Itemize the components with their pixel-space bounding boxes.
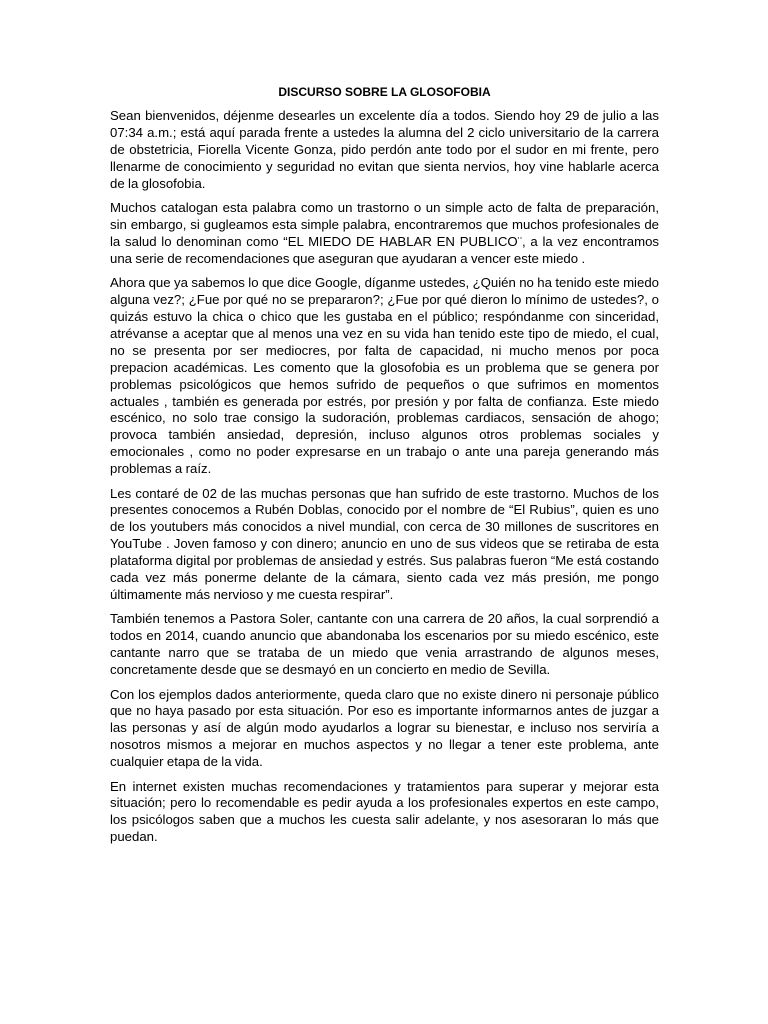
paragraph-intro: Sean bienvenidos, déjenme desearles un excelente día a todos. Siendo hoy 29 de julio a las 07:34 a.m.; está aquí parada frente a ustedes la alumna del 2 ciclo universitario de la carrera de obstetricia, Fiorella Vicente Gonza, pido perdón ante todo por el sudor en mi frente, pero llenarme de conocimiento y seguridad no evitan que sienta nervios, hoy vine hablarle acerca de la glosofobia.	[110, 108, 659, 191]
paragraph-recommendations: En internet existen muchas recomendaciones y tratamientos para superar y mejorar esta situación; pero lo recomendable es pedir ayuda a los profesionales expertos en este campo, los psicólogos saben que a muchos les cuesta salir adelante, y nos asesoraran lo más que puedan.	[110, 778, 659, 845]
paragraph-definition: Muchos catalogan esta palabra como un trastorno o un simple acto de falta de preparación, sin embargo, si gugleamos esta simple palabra, encontraremos que muchos profesionales de la salud lo denominan como “EL MIEDO DE HABLAR EN PUBLICO¨, a la vez encontramos una serie de recomendaciones que aseguran que ayudaran a vencer este miedo .	[110, 200, 659, 266]
paragraph-pastora-soler: También tenemos a Pastora Soler, cantante con una carrera de 20 años, la cual sorprendió a todos en 2014, cuando anuncio que abandonaba los escenarios por su miedo escénico, este cantante narro que se trataba de un miedo que venia arrastrando de algunos meses, concretamente desde que se desmayó en un concierto en medio de Sevilla.	[110, 611, 659, 678]
document-page	[110, 84, 659, 846]
paragraph-rubius: Les contaré de 02 de las muchas personas que han sufrido de este trastorno. Muchos de los presentes conocemos a Rubén Doblas, conocido por el nombre de “El Rubius”, quien es uno de los youtubers más conocidos a nivel mundial, con cerca de 30 millones de suscritores en YouTube . Joven famoso y con dinero; anuncio en uno de sus videos que se retiraba de esta plataforma digital por problemas de ansiedad y estrés. Sus palabras fueron “Me está costando cada vez más ponerme delante de la cámara, siento cada vez más presión, me pongo últimamente más nervioso y me cuesta respirar”.	[110, 485, 659, 602]
paragraph-questions: Ahora que ya sabemos lo que dice Google, díganme ustedes, ¿Quién no ha tenido este miedo alguna vez?; ¿Fue por qué no se prepararon?; ¿Fue por qué dieron lo mínimo de ustedes?, o quizás estuvo la chica o chico que les gustaba en el público; respóndanme con sinceridad, atrévanse a aceptar que al menos una vez en su vida han tenido este tipo de miedo, el cual, no se presenta por ser mediocres, por falta de capacidad, ni mucho menos por poca prepacion académicas. Les comento que la glosofobia es un problema que se genera por problemas psicológicos que hemos sufrido de pequeños o que sufrimos en momentos actuales , también es generada por estrés, por presión y por falta de confianza. Este miedo escénico, no solo trae consigo la sudoración, problemas cardiacos, sensación de ahogo; provoca también ansiedad, depresión, incluso algunos otros problemas sociales y emocionales , como no poder expresarse en un trabajo o ante una pareja generando más problemas a raíz.	[110, 275, 659, 477]
page-title: DISCURSO SOBRE LA GLOSOFOBIA	[278, 85, 491, 99]
paragraph-conclusion: Con los ejemplos dados anteriormente, queda claro que no existe dinero ni personaje público que no haya pasado por esta situación. Por eso es importante informarnos antes de juzgar a las personas y así de algún modo ayudarlos a lograr su bienestar, e incluso nos serviría a nosotros mismos a mejorar en muchos aspectos y no llegar a tener este problema, ante cualquier etapa de la vida.	[110, 686, 659, 770]
